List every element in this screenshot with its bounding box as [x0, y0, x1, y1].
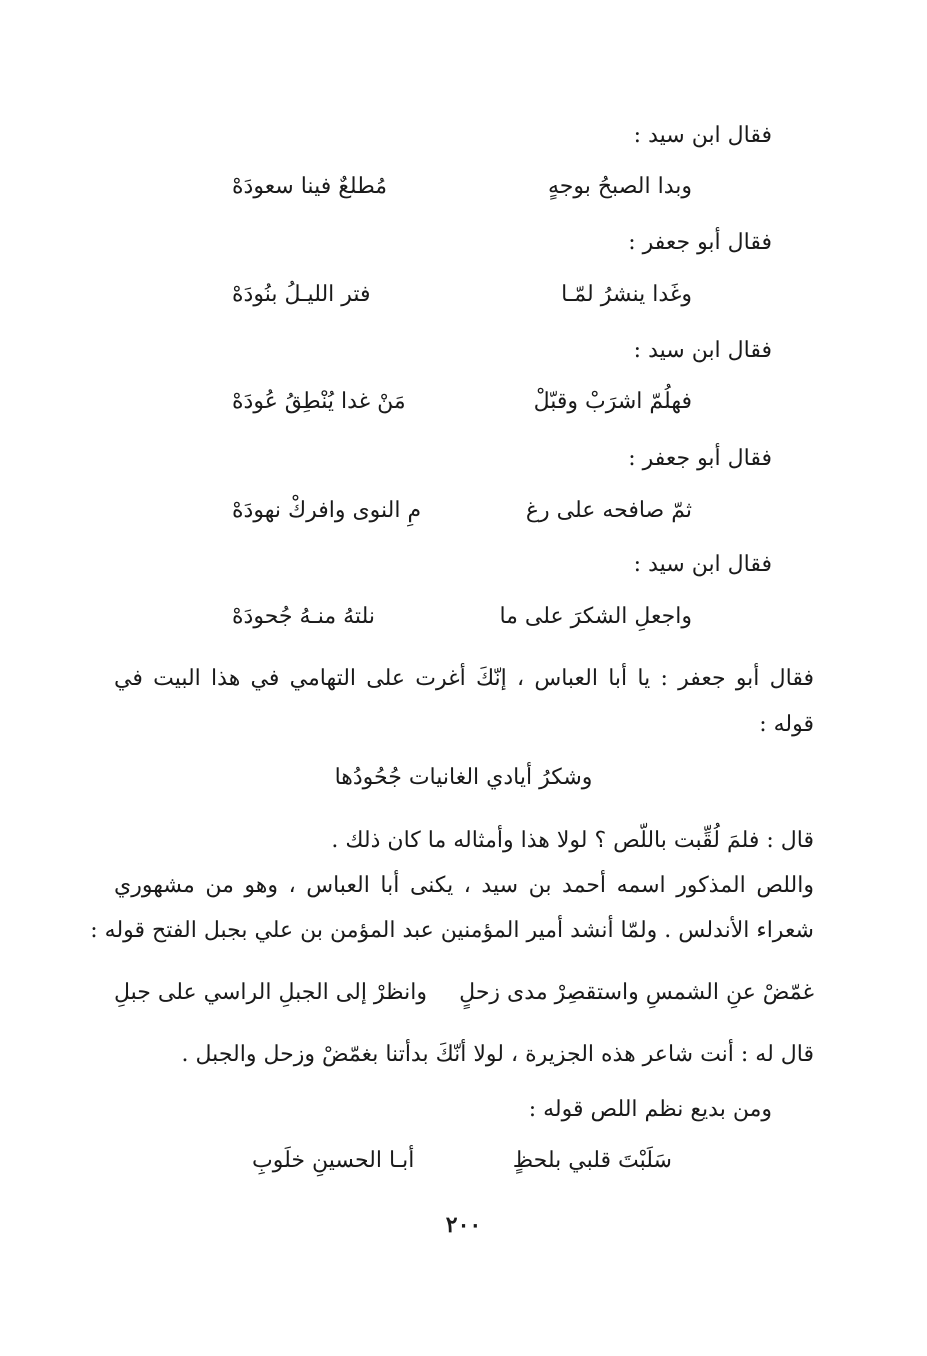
- verse-first-hemistich: وغَدا ينشرُ لمّـا: [561, 282, 692, 307]
- verse-line: [232, 387, 692, 417]
- verse-second-hemistich: مِ النوى وافركْ نهودَهْ: [232, 498, 422, 523]
- quoted-verse-text: وشكرُ أيادي الغانيات جُحُودُها: [334, 765, 593, 790]
- verse-first-hemistich: وبدا الصبحُ بوجهٍ: [547, 174, 692, 199]
- prose-line: [90, 916, 814, 946]
- verse-second-hemistich: مُطلعٌ فينا سعودَهْ: [232, 174, 388, 199]
- prose-line: [124, 1040, 814, 1070]
- speaker-text: فقال ابن سيد :: [633, 552, 772, 577]
- prose-line: [114, 710, 814, 740]
- prose-text: فقال أبو جعفر : يا أبا العباس ، إنّكَ أغرت على التهامي في هذا البيت في: [114, 666, 814, 691]
- speaker-text: فقال أبو جعفر :: [628, 446, 772, 471]
- prose-text: واللص المذكور اسمه أحمد بن سيد ، يكنى أبا العباس ، وهو من مشهوري: [114, 873, 814, 898]
- prose-line: [114, 664, 814, 694]
- page-number: ٢٠٠: [445, 1212, 482, 1238]
- verse-line: [232, 496, 692, 526]
- verse-first-hemistich: فهلُمّ اشرَبْ وقبّلْ: [533, 389, 692, 414]
- prose-text: شعراء الأندلس . ولمّا أنشد أمير المؤمنين عبد المؤمن بن علي بجبل الفتح قوله :: [90, 918, 814, 943]
- speaker-text: فقال أبو جعفر :: [628, 230, 772, 255]
- verse-line: [232, 280, 692, 310]
- verse-line: [232, 602, 692, 632]
- prose-text: قوله :: [759, 712, 814, 737]
- verse-first-hemistich: ثمّ صافحه على رغ: [525, 498, 692, 523]
- verse-second-hemistich: أبـا الحسينِ خلَوبِ: [252, 1148, 415, 1173]
- verse-line: [114, 978, 814, 1008]
- verse-second-hemistich: نلتهُ منـهُ جُحودَهْ: [232, 604, 375, 629]
- prose-line: [114, 871, 814, 901]
- verse-second-hemistich: مَنْ غدا يُنْطِقُ عُودَهْ: [232, 389, 406, 414]
- speaker-text: فقال ابن سيد :: [633, 123, 772, 148]
- speaker-line: [634, 550, 772, 580]
- prose-text: قال : فلمَ لُقِّبت باللّص ؟ لولا هذا وأمثاله ما كان ذلك .: [331, 828, 814, 853]
- prose-line: [114, 826, 814, 856]
- verse-first-hemistich: غمّضْ عنِ الشمسِ واستقصِرْ مدى زحلٍ: [459, 980, 814, 1005]
- speaker-text: فقال ابن سيد :: [633, 338, 772, 363]
- verse-second-hemistich: فتر الليـلُ بنُودَهْ: [232, 282, 371, 307]
- prose-text: قال له : أنت شاعر هذه الجزيرة ، لولا أنّكَ بدأتنا بغمّضْ وزحل والجبل .: [181, 1042, 814, 1067]
- verse-first-hemistich: واجعلِ الشكرَ على ما: [499, 604, 692, 629]
- quoted-verse-line: [0, 763, 927, 793]
- speaker-text: ومن بديع نظم اللص قوله :: [528, 1097, 772, 1122]
- speaker-line: [634, 121, 772, 151]
- speaker-line: [529, 1095, 772, 1125]
- verse-second-hemistich: وانظرْ إلى الجبلِ الراسي على جبلِ: [114, 980, 427, 1005]
- verse-line: [252, 1146, 672, 1176]
- speaker-line: [628, 444, 772, 474]
- verse-first-hemistich: سَلَبْتَ قلبي بلحظٍ: [512, 1148, 672, 1173]
- verse-line: [232, 172, 692, 202]
- speaker-line: [628, 228, 772, 258]
- speaker-line: [634, 336, 772, 366]
